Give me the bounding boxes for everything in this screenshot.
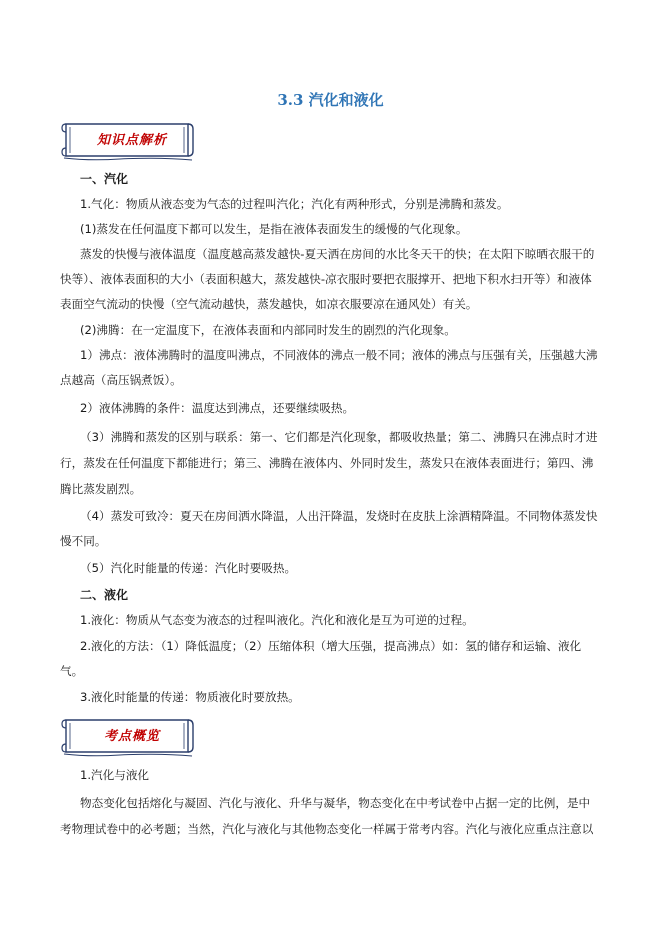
text-line: （3）沸腾和蒸发的区别与联系：第一、它们都是汽化现象，都吸收热量；第二、沸腾只在沸点时才进 <box>80 430 598 444</box>
section-heading: 二、液化 <box>80 588 129 602</box>
banner-label: 考点概览 <box>103 729 160 744</box>
text-line: （5）汽化时能量的传递：汽化时要吸热。 <box>80 561 297 575</box>
section-heading: 一、汽化 <box>80 172 129 186</box>
text-line: 3.液化时能量的传递：物质液化时要放热。 <box>80 690 300 704</box>
text-line: 气。 <box>60 664 84 678</box>
section-banner-knowledge <box>60 118 198 162</box>
text-line: 物态变化包括熔化与凝固、汽化与液化、升华与凝华，物态变化在中考试卷中占据一定的比例，是中 <box>80 796 591 810</box>
text-line: 2.液化的方法：（1）降低温度；（2）压缩体积（增大压强，提高沸点）如：氢的储存和运输、液化 <box>80 639 582 653</box>
page-title: 3.3 汽化和液化 <box>277 91 384 109</box>
text-line: 考物理试卷中的必考题；当然，汽化与液化与其他物态变化一样属于常考内容。汽化与液化应重点注意以 <box>60 822 594 836</box>
text-line: 1.气化：物质从液态变为气态的过程叫汽化；汽化有两种形式，分别是沸腾和蒸发。 <box>80 197 509 211</box>
text-line: 腾比蒸发剧烈。 <box>60 482 142 496</box>
banner-label: 知识点解析 <box>96 133 167 148</box>
text-line: 蒸发的快慢与液体温度（温度越高蒸发越快-夏天洒在房间的水比冬天干的快；在太阳下晾晒衣服干的 <box>80 247 595 261</box>
text-line: 1）沸点：液体沸腾时的温度叫沸点，不同液体的沸点一般不同；液体的沸点与压强有关，压强越大沸 <box>80 348 598 362</box>
text-line: 慢不同。 <box>60 534 107 548</box>
text-line: 快等）、液体表面积的大小（表面积越大，蒸发越快-凉衣服时要把衣服撑开、把地下积水扫开等）和液体 <box>60 272 592 286</box>
text-line: (2)沸腾：在一定温度下，在液体表面和内部同时发生的剧烈的汽化现象。 <box>80 323 456 337</box>
text-line: 表面空气流动的快慢（空气流动越快，蒸发越快，如凉衣服要凉在通风处）有关。 <box>60 297 478 311</box>
text-line: 行，蒸发在任何温度下都能进行；第三、沸腾在液体内、外同时发生，蒸发只在液体表面进行；第四、沸 <box>60 456 594 470</box>
text-line: 点越高（高压锅煮饭）。 <box>60 373 182 387</box>
text-line: 1.液化：物质从气态变为液态的过程叫液化。汽化和液化是互为可逆的过程。 <box>80 613 474 627</box>
section-banner-exam-overview <box>60 714 198 758</box>
text-line: 2）液体沸腾的条件：温度达到沸点，还要继续吸热。 <box>80 401 355 415</box>
text-line: （4）蒸发可致冷：夏天在房间洒水降温，人出汗降温，发烧时在皮肤上涂酒精降温。不同物体蒸发快 <box>80 509 598 523</box>
text-line: (1)蒸发在任何温度下都可以发生，是指在液体表面发生的缓慢的气化现象。 <box>80 222 468 236</box>
text-line: 1.汽化与液化 <box>80 768 150 782</box>
